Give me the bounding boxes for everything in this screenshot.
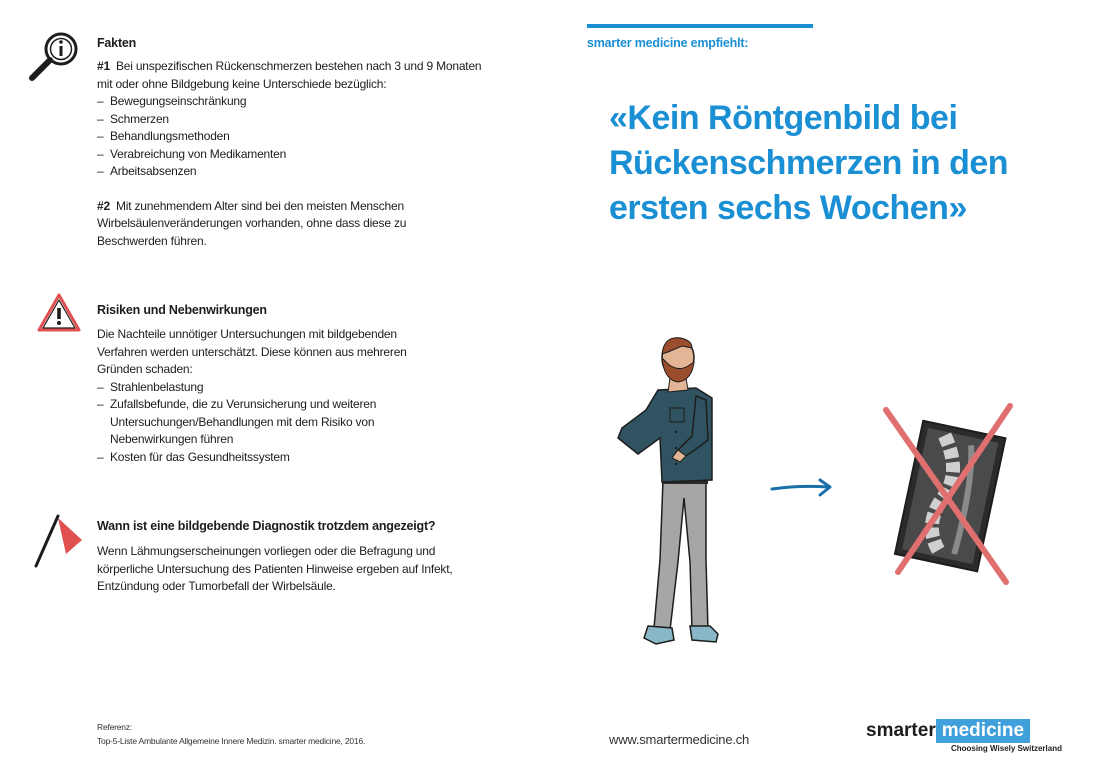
logo-part1: smarter — [866, 720, 936, 741]
list-item: – Behandlungsmethoden — [97, 128, 487, 146]
risks-section — [97, 326, 447, 466]
list-item: – Arbeitsabsenzen — [97, 163, 487, 181]
list-item: – Zufallsbefunde, die zu Verunsicherung und weiteren Untersuchungen/Behandlungen mit dem Risiko von Nebenwirkungen führen — [97, 396, 410, 449]
headline: «Kein Röntgenbild bei Rückenschmerzen in den ersten sechs Wochen» — [609, 99, 1009, 227]
smarter-medicine-logo — [866, 719, 1066, 761]
fact-2-text: Mit zunehmendem Alter sind bei den meisten Menschen Wirbelsäulenveränderungen vorhanden, ohne dass diese zu Beschwerden führen. — [97, 198, 407, 248]
fact-1-text: Bei unspezifischen Rückenschmerzen bestehen nach 3 und 9 Monaten mit oder ohne Bildgebung keine Unterschiede bezüglich: — [97, 59, 482, 91]
list-item: – Verabreichung von Medikamenten — [97, 146, 487, 164]
fact-1 — [97, 58, 487, 93]
list-item: – Bewegungseinschränkung — [97, 93, 487, 111]
risks-list — [97, 379, 417, 467]
fact-2 — [97, 198, 457, 251]
fact-1-number: #1 — [97, 59, 110, 73]
list-item: – Strahlenbelastung — [97, 379, 417, 397]
red-flag-icon — [30, 512, 88, 570]
list-item: – Kosten für das Gesundheitssystem — [97, 449, 417, 467]
risks-text: Die Nachteile unnötiger Untersuchungen mit bildgebenden Verfahren werden unterschätzt. Diese können aus mehreren Gründen schaden: — [97, 327, 407, 376]
kicker: smarter medicine empfiehlt: — [587, 36, 749, 50]
when-title: Wann ist eine bildgebende Diagnostik trotzdem angezeigt? — [97, 519, 436, 533]
website-link[interactable]: www.smartermedicine.ch — [609, 732, 750, 747]
risks-title: Risiken und Nebenwirkungen — [97, 303, 267, 317]
fact-1-list — [97, 93, 487, 181]
fact-2-number: #2 — [97, 198, 110, 213]
logo-tagline: Choosing Wisely Switzerland — [950, 744, 1062, 753]
warning-triangle-icon — [36, 292, 82, 334]
facts-section — [97, 58, 487, 250]
top-rule — [587, 24, 813, 28]
when-text: Wenn Lähmungserscheinungen vorliegen oder die Befragung und körperliche Untersuchung des Patienten Hinweise ergeben auf Infekt, Entzündung oder Tumorbefall der Wirbelsäule. — [97, 544, 453, 593]
reference — [97, 720, 497, 748]
logo-part2: medicine — [936, 719, 1030, 743]
reference-text: Top-5-Liste Ambulante Allgemeine Innere Medizin. smarter medicine, 2016. — [97, 736, 366, 746]
arrow-right-icon — [770, 476, 836, 500]
list-item: – Schmerzen — [97, 111, 487, 129]
magnifier-info-icon — [26, 30, 82, 86]
crossed-xray-icon — [880, 402, 1020, 592]
facts-title: Fakten — [97, 36, 137, 50]
reference-label: Referenz: — [97, 722, 133, 732]
man-back-pain-illustration — [608, 330, 748, 654]
